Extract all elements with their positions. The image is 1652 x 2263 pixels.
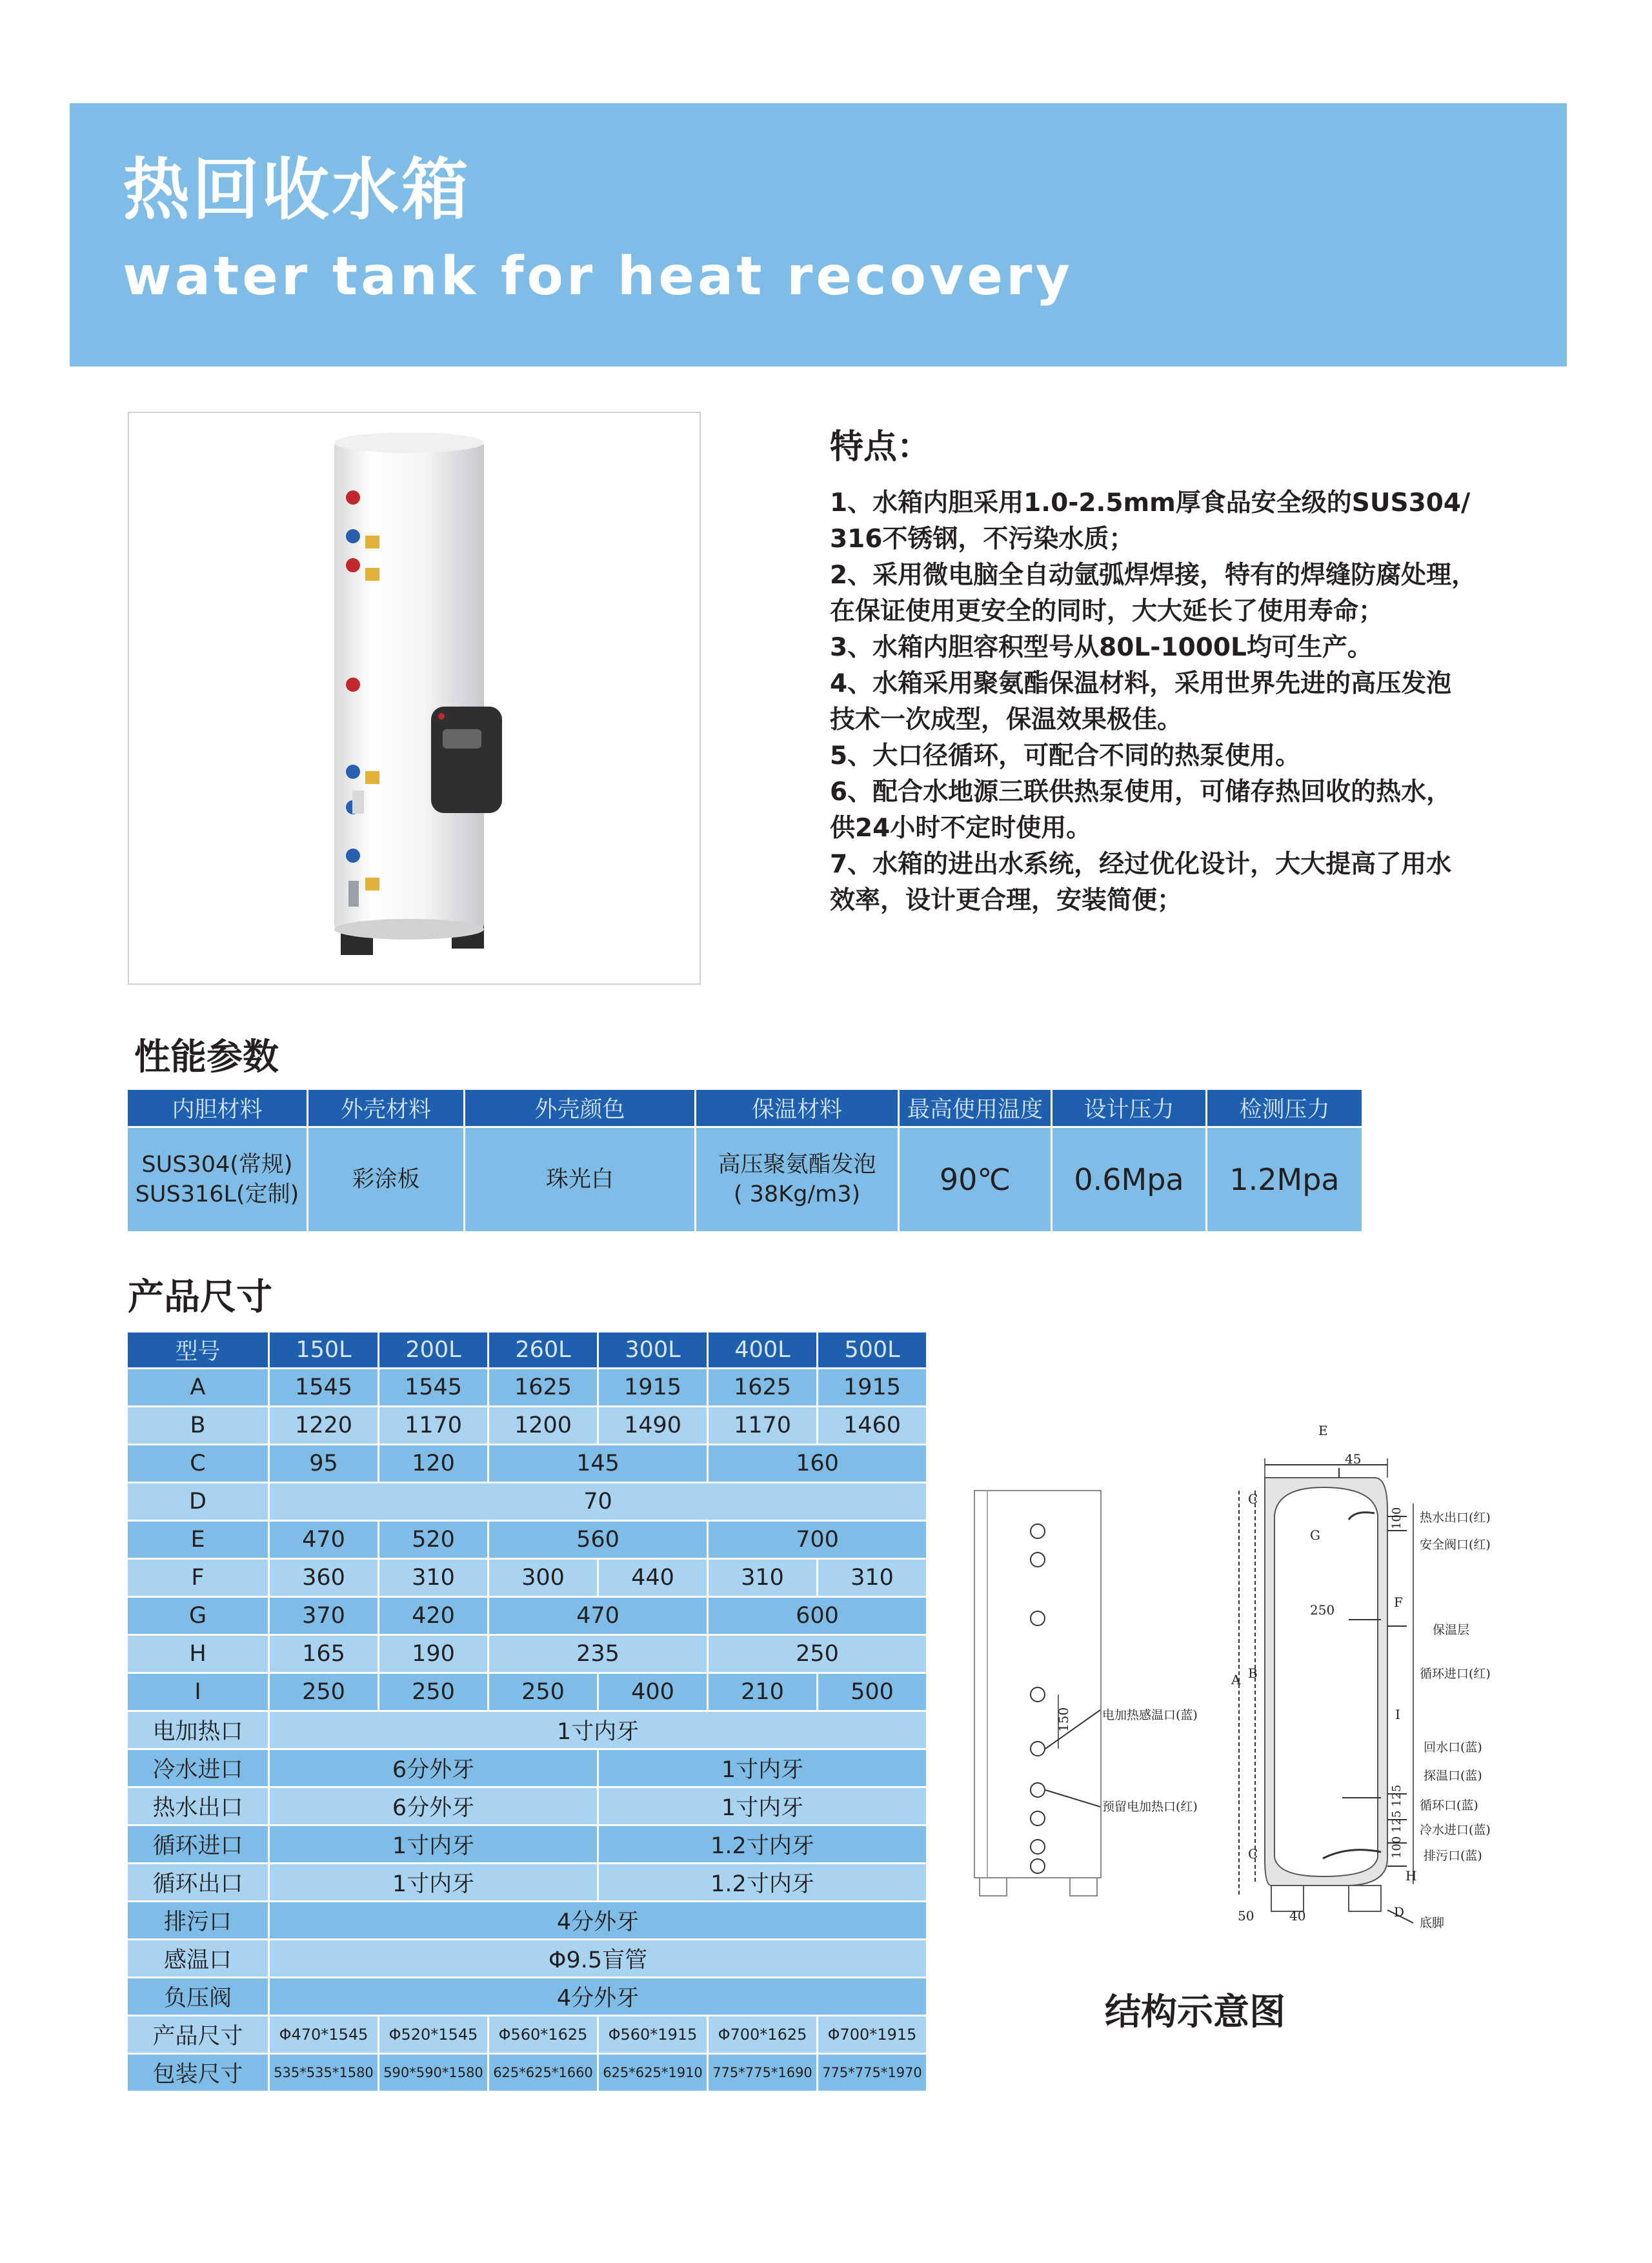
dim-number: 125 [1390, 1810, 1404, 1833]
table-cell: 1545 [379, 1369, 489, 1407]
table-row [127, 1902, 927, 1940]
table-row [127, 1445, 927, 1483]
dim-number: 125 [1390, 1784, 1404, 1807]
table-cell: 1545 [269, 1369, 379, 1407]
row-label: A [127, 1369, 269, 1407]
table-cell: 400 [598, 1673, 708, 1711]
product-photo [128, 412, 701, 985]
table-cell: 1.2寸内牙 [598, 1864, 927, 1902]
feature-item: 5、大口径循环，可配合不同的热泵使用。 [830, 741, 1301, 770]
table-header-cell: 外壳材料 [308, 1089, 465, 1127]
dimensions-table [126, 1331, 928, 2093]
dimensions-title: 产品尺寸 [128, 1276, 272, 1318]
right-label: 冷水进口(蓝) [1420, 1823, 1491, 1837]
table-header-cell: 200L [379, 1332, 489, 1369]
table-cell: Φ560*1915 [598, 2016, 708, 2054]
shell-color-cell: 珠光白 [465, 1127, 696, 1232]
table-cell: 1170 [708, 1407, 818, 1445]
row-label: 产品尺寸 [127, 2016, 269, 2054]
table-cell: 535*535*1580 [269, 2054, 379, 2092]
table-row [127, 1407, 927, 1445]
right-label: 底脚 [1420, 1916, 1445, 1930]
performance-table [126, 1088, 1364, 1233]
table-cell: 4分外牙 [269, 1978, 927, 2016]
structure-diagram [962, 1407, 1600, 1962]
table-cell: 250 [379, 1673, 489, 1711]
table-cell: 560 [489, 1521, 708, 1559]
right-label: 回水口(蓝) [1424, 1740, 1482, 1755]
table-cell: 625*625*1910 [598, 2054, 708, 2092]
table-row [127, 1673, 927, 1711]
performance-title: 性能参数 [134, 1036, 279, 1078]
table-cell: 590*590*1580 [379, 2054, 489, 2092]
table-cell: 440 [598, 1559, 708, 1597]
table-cell: 370 [269, 1597, 379, 1635]
dim-letter: D [1394, 1904, 1405, 1920]
table-cell: 1490 [598, 1407, 708, 1445]
table-cell: 470 [489, 1597, 708, 1635]
table-cell: 1625 [708, 1369, 818, 1407]
table-header-cell: 最高使用温度 [899, 1089, 1052, 1127]
page-title-cn: 热回收水箱 [123, 150, 472, 229]
dim-number: 45 [1345, 1451, 1362, 1467]
dim-letter: A [1231, 1672, 1241, 1687]
table-cell: 145 [489, 1445, 708, 1483]
tank-elevation-view [974, 1491, 1101, 1896]
table-row [127, 1369, 927, 1407]
table-cell: 70 [269, 1483, 927, 1521]
table-cell: 6分外牙 [269, 1787, 598, 1825]
row-label: 包装尺寸 [127, 2054, 269, 2092]
row-label: 冷水进口 [127, 1749, 269, 1787]
table-cell: 500 [818, 1673, 927, 1711]
right-label: 安全阀口(红) [1420, 1538, 1491, 1552]
dim-number: 150 [1056, 1707, 1071, 1732]
tank-section-view [1239, 1458, 1413, 1923]
right-label: 保温层 [1433, 1623, 1470, 1637]
table-cell: 1.2寸内牙 [598, 1825, 927, 1864]
table-cell: 210 [708, 1673, 818, 1711]
dim-number: 50 [1238, 1908, 1254, 1924]
row-label: I [127, 1673, 269, 1711]
table-cell: 250 [269, 1673, 379, 1711]
features-list [830, 485, 1572, 919]
table-cell: Φ9.5盲管 [269, 1940, 927, 1978]
table-header-cell: 外壳颜色 [465, 1089, 696, 1127]
dim-letter: F [1394, 1594, 1403, 1610]
table-cell: 250 [708, 1635, 927, 1673]
table-row [127, 1787, 927, 1825]
feature-item: 7、水箱的进出水系统，经过优化设计，大大提高了用水 效率，设计更合理，安装简便； [830, 850, 1452, 915]
table-row [127, 1483, 927, 1521]
table-cell: 1915 [818, 1369, 927, 1407]
row-label: 循环出口 [127, 1864, 269, 1902]
table-header-cell: 设计压力 [1052, 1089, 1207, 1127]
table-cell: 1200 [489, 1407, 598, 1445]
table-row [127, 1559, 927, 1597]
dim-number: 100 [1390, 1836, 1404, 1858]
table-header-row [127, 1332, 927, 1369]
row-label: F [127, 1559, 269, 1597]
right-label: 循环进口(红) [1420, 1667, 1491, 1681]
row-label: 负压阀 [127, 1978, 269, 2016]
right-label: 热水出口(红) [1420, 1511, 1491, 1525]
table-row [127, 1127, 1363, 1232]
table-cell: 1170 [379, 1407, 489, 1445]
table-cell: 6分外牙 [269, 1749, 598, 1787]
dim-letter: C [1248, 1846, 1258, 1862]
insulation-line: ( 38Kg/m3) [733, 1182, 861, 1207]
test-pressure-cell: 1.2Mpa [1207, 1127, 1363, 1232]
table-cell: Φ470*1545 [269, 2016, 379, 2054]
table-cell: 420 [379, 1597, 489, 1635]
table-cell: 1寸内牙 [598, 1787, 927, 1825]
header-banner [70, 103, 1567, 367]
insulation-line: 高压聚氨酯发泡 [718, 1152, 876, 1178]
left-label: 预留电加热口(红) [1102, 1800, 1198, 1814]
table-cell: 310 [818, 1559, 927, 1597]
table-cell: 625*625*1660 [489, 2054, 598, 2092]
table-row [127, 1635, 927, 1673]
inner-material-line: SUS316L(定制) [135, 1182, 299, 1207]
right-label: 循环口(蓝) [1420, 1798, 1478, 1813]
row-label: E [127, 1521, 269, 1559]
table-cell: Φ700*1625 [708, 2016, 818, 2054]
table-cell: 775*775*1970 [818, 2054, 927, 2092]
table-cell: 775*775*1690 [708, 2054, 818, 2092]
table-cell: 235 [489, 1635, 708, 1673]
table-cell: 1寸内牙 [598, 1749, 927, 1787]
dim-letter: H [1405, 1868, 1417, 1884]
water-tank-illustration [129, 413, 700, 983]
table-header-cell: 检测压力 [1207, 1089, 1363, 1127]
feature-item: 1、水箱内胆采用1.0-2.5mm厚食品安全级的SUS304/ 316不锈钢，不污染水质； [830, 488, 1471, 554]
table-cell: 310 [379, 1559, 489, 1597]
feature-item: 4、水箱采用聚氨酯保温材料，采用世界先进的高压发泡 技术一次成型，保温效果极佳。 [830, 669, 1452, 734]
table-header-cell: 400L [708, 1332, 818, 1369]
max-temp-cell: 90℃ [899, 1127, 1052, 1232]
table-cell: 520 [379, 1521, 489, 1559]
dim-number: 250 [1310, 1602, 1335, 1618]
table-cell: 1220 [269, 1407, 379, 1445]
shell-material-cell: 彩涂板 [308, 1127, 465, 1232]
table-row [127, 1825, 927, 1864]
dim-letter: E [1318, 1423, 1328, 1438]
table-header-cell: 300L [598, 1332, 708, 1369]
diagram-title: 结构示意图 [1105, 1991, 1285, 2033]
table-cell: 360 [269, 1559, 379, 1597]
table-cell: Φ560*1625 [489, 2016, 598, 2054]
row-label: 热水出口 [127, 1787, 269, 1825]
feature-item: 3、水箱内胆容积型号从80L-1000L均可生产。 [830, 633, 1373, 662]
table-row [127, 2016, 927, 2054]
row-label: 排污口 [127, 1902, 269, 1940]
table-cell: 1625 [489, 1369, 598, 1407]
table-cell: 250 [489, 1673, 598, 1711]
row-label: D [127, 1483, 269, 1521]
right-label: 探温口(蓝) [1424, 1769, 1482, 1783]
table-cell: 95 [269, 1445, 379, 1483]
row-label: G [127, 1597, 269, 1635]
row-label: 循环进口 [127, 1825, 269, 1864]
table-row [127, 1711, 927, 1749]
feature-item: 2、采用微电脑全自动氩弧焊焊接，特有的焊缝防腐处理， 在保证使用更安全的同时，大大延长了使用寿命； [830, 561, 1477, 626]
table-row [127, 2054, 927, 2092]
row-label: B [127, 1407, 269, 1445]
right-label: 排污口(蓝) [1424, 1849, 1482, 1863]
inner-material-cell [127, 1127, 308, 1232]
table-cell: 300 [489, 1559, 598, 1597]
insulation-cell [696, 1127, 899, 1232]
dim-number: 40 [1289, 1908, 1306, 1924]
dim-number: 100 [1390, 1507, 1404, 1529]
table-cell: Φ520*1545 [379, 2016, 489, 2054]
row-label: 感温口 [127, 1940, 269, 1978]
table-cell: 120 [379, 1445, 489, 1483]
dim-letter: G [1310, 1527, 1320, 1543]
table-row [127, 1749, 927, 1787]
left-label: 电加热感温口(蓝) [1102, 1708, 1198, 1722]
table-header-cell: 260L [489, 1332, 598, 1369]
table-row [127, 1521, 927, 1559]
table-cell: 1寸内牙 [269, 1825, 598, 1864]
page-title-en: water tank for heat recovery [123, 246, 1073, 307]
features-title: 特点： [830, 428, 931, 467]
table-cell: 1寸内牙 [269, 1711, 927, 1749]
feature-item: 6、配合水地源三联供热泵使用，可储存热回收的热水， 供24小时不定时使用。 [830, 778, 1452, 843]
table-cell: 160 [708, 1445, 927, 1483]
table-header-cell: 500L [818, 1332, 927, 1369]
table-header-cell: 150L [269, 1332, 379, 1369]
table-cell: 1寸内牙 [269, 1864, 598, 1902]
table-header-row [127, 1089, 1363, 1127]
row-label: C [127, 1445, 269, 1483]
table-cell: 4分外牙 [269, 1902, 927, 1940]
table-cell: 1915 [598, 1369, 708, 1407]
table-cell: 700 [708, 1521, 927, 1559]
table-cell: 1460 [818, 1407, 927, 1445]
table-cell: Φ700*1915 [818, 2016, 927, 2054]
table-cell: 190 [379, 1635, 489, 1673]
table-header-cell: 内胆材料 [127, 1089, 308, 1127]
table-header-cell: 型号 [127, 1332, 269, 1369]
row-label: 电加热口 [127, 1711, 269, 1749]
table-row [127, 1864, 927, 1902]
dim-letter: I [1395, 1707, 1400, 1722]
table-cell: 470 [269, 1521, 379, 1559]
table-row [127, 1940, 927, 1978]
design-pressure-cell: 0.6Mpa [1052, 1127, 1207, 1232]
table-cell: 310 [708, 1559, 818, 1597]
table-cell: 600 [708, 1597, 927, 1635]
table-cell: 165 [269, 1635, 379, 1673]
table-row [127, 1597, 927, 1635]
table-row [127, 1978, 927, 2016]
table-header-cell: 保温材料 [696, 1089, 899, 1127]
row-label: H [127, 1635, 269, 1673]
inner-material-line: SUS304(常规) [141, 1152, 293, 1178]
dim-letter: C [1248, 1491, 1258, 1507]
dim-letter: B [1248, 1665, 1258, 1681]
